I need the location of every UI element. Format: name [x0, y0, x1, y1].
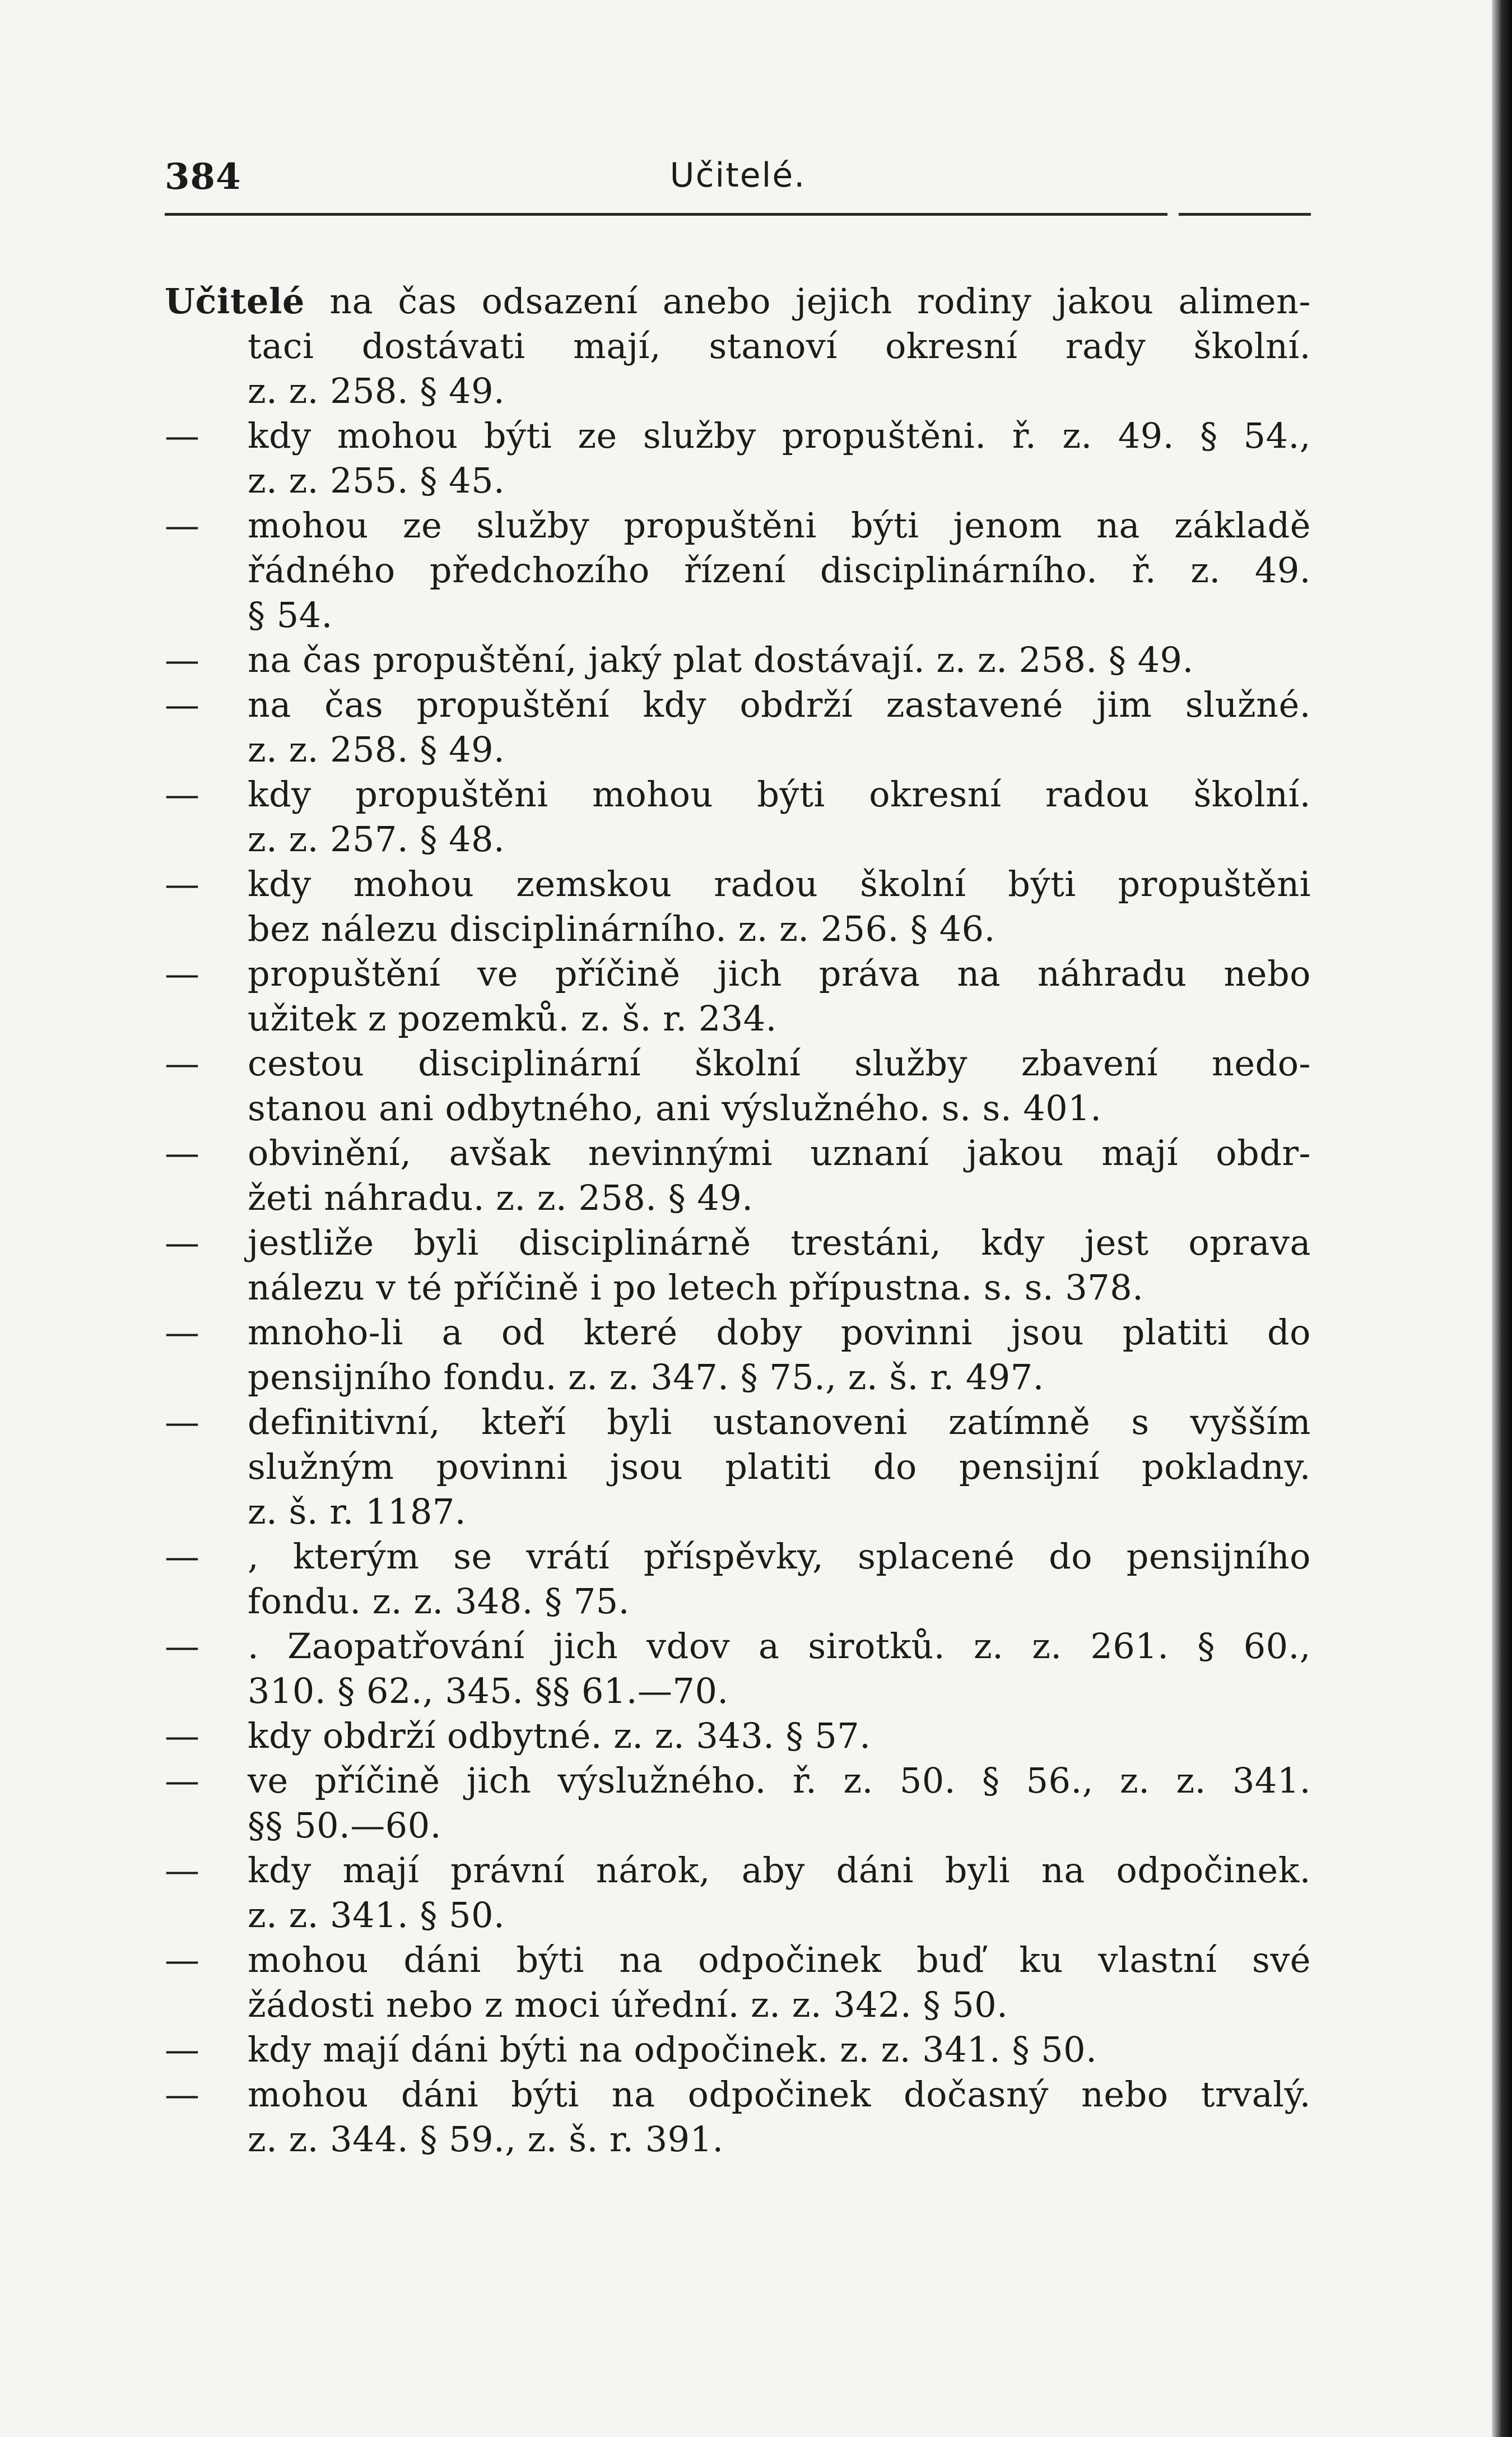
entry-line: [165, 727, 1311, 772]
index-entry: [165, 951, 1311, 1041]
entry-line: [165, 817, 1311, 862]
entry-text: §§ 50.—60.: [248, 1805, 441, 1846]
entry-dash: —: [165, 1043, 200, 1084]
entry-text: kdy mají dáni býti na odpočinek. z. z. 341. § 50.: [248, 2029, 1097, 2070]
index-entry: [165, 772, 1311, 862]
index-entry: [165, 1131, 1311, 1220]
entry-text: služným povinni jsou platiti do pensijní pokladny.: [248, 1446, 1311, 1487]
entry-dash: —: [165, 505, 200, 546]
entry-dash: —: [165, 774, 200, 815]
entry-text: taci dostávati mají, stanoví okresní rady školní.: [248, 326, 1311, 366]
index-entry: [165, 1400, 1311, 1534]
entry-line: [165, 1893, 1311, 1938]
entry-line: [165, 1938, 1311, 1983]
page-number: 384: [165, 156, 241, 198]
entry-line: [165, 1534, 1311, 1579]
entry-text: na čas propuštění kdy obdrží zastavené jim služné.: [248, 684, 1311, 725]
entry-text: nálezu v té příčině i po letech přípustna. s. s. 378.: [248, 1267, 1144, 1308]
entry-dash: —: [165, 1626, 200, 1667]
entry-dash: —: [165, 2074, 200, 2115]
index-entry: [165, 1848, 1311, 1938]
entry-line: [165, 1176, 1311, 1220]
index-entry: [165, 503, 1311, 638]
entry-text: mohou ze služby propuštěni býti jenom na základě: [248, 505, 1311, 546]
entry-line: [165, 2117, 1311, 2162]
entry-text: kdy obdrží odbytné. z. z. 343. § 57.: [248, 1715, 871, 1756]
entry-dash: —: [165, 1132, 200, 1173]
index-entry: [165, 2027, 1311, 2072]
header-rule-end: [1179, 213, 1311, 216]
entry-text: kdy mohou zemskou radou školní býti propuštěni: [248, 864, 1311, 904]
entry-line: [165, 996, 1311, 1041]
entry-text: definitivní, kteří byli ustanoveni zatímně s vyšším: [248, 1401, 1311, 1442]
entry-text: bez nálezu disciplinárního. z. z. 256. § 46.: [248, 908, 995, 949]
index-entry: [165, 638, 1311, 683]
entry-text: z. z. 257. § 48.: [248, 819, 505, 860]
entry-line: [165, 279, 1311, 324]
entry-text: ve příčině jich výslužného. ř. z. 50. § 56., z. z. 341.: [248, 1760, 1311, 1801]
entry-text: z. z. 344. § 59., z. š. r. 391.: [248, 2119, 724, 2160]
entry-text: kdy mají právní nárok, aby dáni byli na odpočinek.: [248, 1850, 1311, 1891]
entry-text: fondu. z. z. 348. § 75.: [248, 1581, 630, 1622]
entry-line: [165, 1086, 1311, 1131]
entry-headword: Učitelé: [165, 281, 305, 322]
entry-dash: —: [165, 1401, 200, 1442]
entry-dash: —: [165, 1715, 200, 1756]
entry-line: [165, 1131, 1311, 1176]
entry-line: [165, 638, 1311, 683]
running-head: Učitelé.: [669, 156, 806, 195]
entry-dash: —: [165, 1760, 200, 1801]
header-rule: [165, 213, 1167, 216]
entry-text: z. z. 258. § 49.: [248, 370, 505, 411]
index-entries: [165, 279, 1311, 2162]
index-entry: [165, 414, 1311, 503]
entry-line: [165, 2027, 1311, 2072]
index-entry: [165, 1310, 1311, 1400]
entry-text: propuštění ve příčině jich práva na náhradu nebo: [248, 953, 1311, 994]
entry-line: [165, 907, 1311, 951]
entry-line: [165, 1669, 1311, 1714]
entry-line: [165, 1758, 1311, 1803]
entry-text: mnoho-li a od které doby povinni jsou platiti do: [248, 1312, 1311, 1353]
entry-dash: —: [165, 1939, 200, 1980]
entry-line: [165, 369, 1311, 414]
entry-line: [165, 862, 1311, 907]
entry-dash: —: [165, 684, 200, 725]
entry-text: žeti náhradu. z. z. 258. § 49.: [248, 1177, 753, 1218]
entry-line: [165, 772, 1311, 817]
entry-text: mohou dáni býti na odpočinek buď ku vlastní své: [248, 1939, 1311, 1980]
entry-line: [165, 324, 1311, 369]
entry-text: . Zaopatřování jich vdov a sirotků. z. z. 261. § 60.,: [248, 1626, 1311, 1667]
entry-line: [165, 2072, 1311, 2117]
entry-text: 310. § 62., 345. §§ 61.—70.: [248, 1670, 729, 1711]
index-entry: [165, 2072, 1311, 2162]
entry-line: [165, 683, 1311, 727]
entry-line: [165, 951, 1311, 996]
entry-text: řádného předchozího řízení disciplinárního. ř. z. 49.: [248, 550, 1311, 591]
book-spine-shadow: [1492, 0, 1512, 2437]
entry-line: [165, 1848, 1311, 1893]
entry-line: [165, 414, 1311, 458]
index-entry: [165, 1758, 1311, 1848]
entry-line: [165, 1714, 1311, 1758]
entry-line: [165, 1355, 1311, 1400]
entry-line: [165, 503, 1311, 548]
entry-dash: —: [165, 639, 200, 680]
entry-line: [165, 1265, 1311, 1310]
entry-dash: —: [165, 1312, 200, 1353]
entry-dash: —: [165, 953, 200, 994]
entry-text: pensijního fondu. z. z. 347. § 75., z. š. r. 497.: [248, 1357, 1044, 1398]
entry-dash: —: [165, 1222, 200, 1263]
entry-line: [165, 1310, 1311, 1355]
index-entry: [165, 1714, 1311, 1758]
entry-line: [165, 458, 1311, 503]
entry-text: z. z. 258. § 49.: [248, 729, 505, 770]
entry-text: užitek z pozemků. z. š. r. 234.: [248, 998, 777, 1039]
index-entry: [165, 862, 1311, 951]
entry-line: [165, 1400, 1311, 1445]
page-header: [165, 156, 1311, 217]
entry-text: obvinění, avšak nevinnými uznaní jakou mají obdr-: [248, 1132, 1311, 1173]
entry-text: cestou disciplinární školní služby zbavení nedo-: [248, 1043, 1311, 1084]
entry-line: [165, 1579, 1311, 1624]
index-entry: [165, 1041, 1311, 1131]
index-entry: [165, 279, 1311, 414]
entry-dash: —: [165, 1850, 200, 1891]
entry-text: stanou ani odbytného, ani výslužného. s. s. 401.: [248, 1088, 1102, 1129]
entry-text: na čas propuštění, jaký plat dostávají. z. z. 258. § 49.: [248, 639, 1194, 680]
index-entry: [165, 683, 1311, 772]
entry-text: z. z. 255. § 45.: [248, 460, 505, 501]
index-entry: [165, 1938, 1311, 2027]
entry-dash: —: [165, 415, 200, 456]
entry-text: kdy propuštěni mohou býti okresní radou školní.: [248, 774, 1311, 815]
entry-dash: —: [165, 864, 200, 904]
entry-text: , kterým se vrátí příspěvky, splacené do pensijního: [248, 1536, 1311, 1577]
index-entry: [165, 1624, 1311, 1714]
entry-line: [165, 593, 1311, 638]
entry-text: žádosti nebo z moci úřední. z. z. 342. § 50.: [248, 1984, 1008, 2025]
entry-line: [165, 1445, 1311, 1489]
entry-text: kdy mohou býti ze služby propuštěni. ř. z. 49. § 54.,: [248, 415, 1311, 456]
entry-text: § 54.: [248, 595, 333, 635]
entry-line: [165, 1041, 1311, 1086]
entry-dash: —: [165, 1536, 200, 1577]
entry-text: z. z. 341. § 50.: [248, 1895, 505, 1935]
entry-dash: —: [165, 2029, 200, 2070]
entry-line: [165, 1624, 1311, 1669]
entry-line: [165, 548, 1311, 593]
entry-text: na čas odsazení anebo jejich rodiny jakou alimen-: [304, 281, 1311, 322]
index-entry: [165, 1534, 1311, 1624]
entry-line: [165, 1803, 1311, 1848]
entry-line: [165, 1220, 1311, 1265]
entry-text: z. š. r. 1187.: [248, 1491, 467, 1532]
entry-line: [165, 1489, 1311, 1534]
entry-text: mohou dáni býti na odpočinek dočasný nebo trvalý.: [248, 2074, 1311, 2115]
entry-line: [165, 1983, 1311, 2027]
entry-text: jestliže byli disciplinárně trestáni, kdy jest oprava: [248, 1222, 1311, 1263]
index-entry: [165, 1220, 1311, 1310]
